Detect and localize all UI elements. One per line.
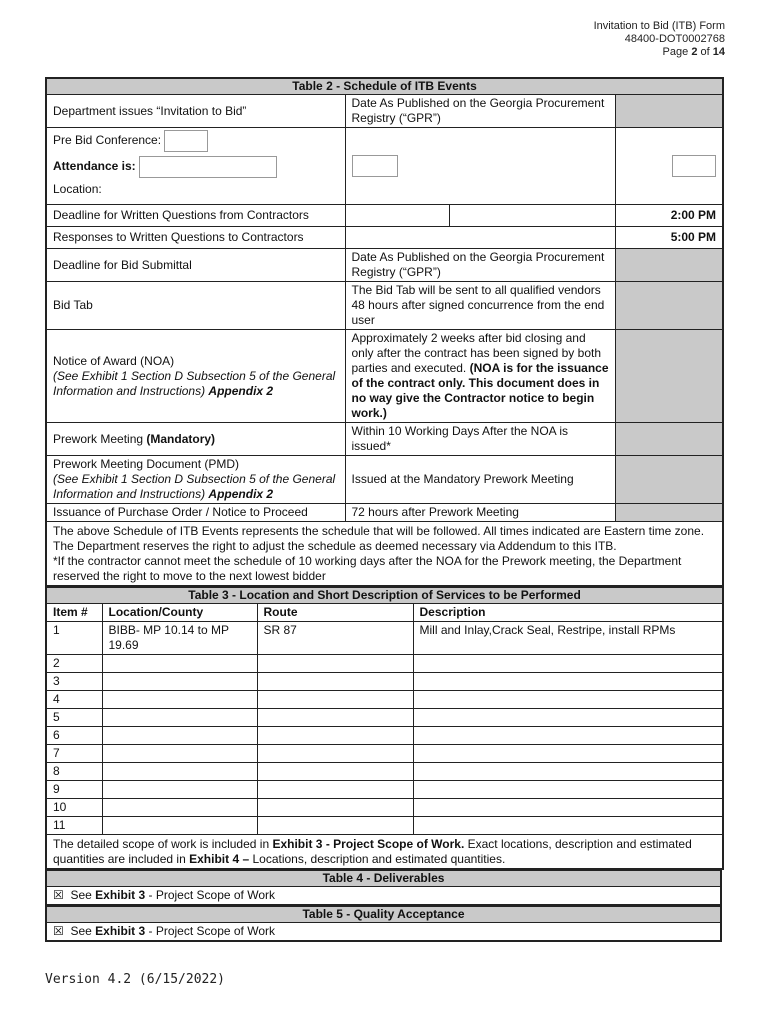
column-header: Item # <box>46 604 102 622</box>
exhibit-ref: Exhibit 3 - Project Scope of Work. <box>272 837 465 851</box>
attendance-label: Attendance is: <box>53 159 136 174</box>
event-label: Department issues “Invitation to Bid” <box>46 95 345 128</box>
locations-table-title: Table 3 - Location and Short Description of Services to be Performed <box>46 588 723 604</box>
quality-table-title: Table 5 - Quality Acceptance <box>46 907 721 923</box>
location-county[interactable] <box>102 727 257 745</box>
prebid-time-field[interactable] <box>352 155 398 177</box>
appendix-ref: Appendix 2 <box>208 487 274 501</box>
event-label: Bid Tab <box>46 282 345 330</box>
exhibit-ref: Exhibit 3 <box>95 924 146 938</box>
event-date: Issued at the Mandatory Prework Meeting <box>345 456 615 504</box>
deliverables-table <box>45 870 722 906</box>
description[interactable] <box>413 781 723 799</box>
location-county[interactable] <box>102 799 257 817</box>
form-number: 48400-DOT0002768 <box>624 33 725 45</box>
table-row <box>46 781 723 799</box>
event-date-cell <box>615 504 723 522</box>
prebid-date-field[interactable] <box>164 130 208 152</box>
item-number: 5 <box>46 709 102 727</box>
location-county[interactable] <box>102 781 257 799</box>
route[interactable] <box>257 817 413 835</box>
responses-date-cell[interactable] <box>345 227 615 249</box>
locations-table <box>45 587 724 870</box>
item-number: 9 <box>46 781 102 799</box>
route[interactable] <box>257 727 413 745</box>
route[interactable] <box>257 673 413 691</box>
item-number: 7 <box>46 745 102 763</box>
event-date: Within 10 Working Days After the NOA is issued* <box>345 423 615 456</box>
location-county[interactable] <box>102 817 257 835</box>
table-row <box>46 727 723 745</box>
item-number: 10 <box>46 799 102 817</box>
item-number: 11 <box>46 817 102 835</box>
location-county: BIBB- MP 10.14 to MP 19.69 <box>102 622 257 655</box>
location-county[interactable] <box>102 691 257 709</box>
event-label: Responses to Written Questions to Contractors <box>46 227 345 249</box>
table-row <box>46 691 723 709</box>
event-label: Notice of Award (NOA) <box>53 353 175 368</box>
version-footer: Version 4.2 (6/15/2022) <box>45 972 226 987</box>
attendance-field[interactable] <box>139 156 277 178</box>
location-county[interactable] <box>102 709 257 727</box>
description: Mill and Inlay,Crack Seal, Restripe, install RPMs <box>413 622 723 655</box>
item-number: 8 <box>46 763 102 781</box>
schedule-note-asterisk: *If the contractor cannot meet the schedule of 10 working days after the NOA for the Prework meeting, the Department reserved the right to move to the next lowest bidder <box>53 554 682 583</box>
location-county[interactable] <box>102 745 257 763</box>
column-header: Description <box>413 604 723 622</box>
item-number: 2 <box>46 655 102 673</box>
route: SR 87 <box>257 622 413 655</box>
table-row <box>46 655 723 673</box>
questions-date-cell-2[interactable] <box>449 205 615 227</box>
item-number: 3 <box>46 673 102 691</box>
event-date-cell <box>615 249 723 282</box>
item-number: 4 <box>46 691 102 709</box>
route[interactable] <box>257 763 413 781</box>
route[interactable] <box>257 799 413 817</box>
description[interactable] <box>413 763 723 781</box>
location-county[interactable] <box>102 655 257 673</box>
column-header: Location/County <box>102 604 257 622</box>
event-ref: (See Exhibit 1 Section D Subsection 5 of the General Information and Instructions) <box>53 368 336 398</box>
event-date-cell <box>615 282 723 330</box>
event-time: 2:00 PM <box>615 205 723 227</box>
table-row <box>46 799 723 817</box>
event-label: Prework Meeting Document (PMD) <box>53 457 240 471</box>
form-title: Invitation to Bid (ITB) Form <box>593 20 725 32</box>
route[interactable] <box>257 709 413 727</box>
location-county[interactable] <box>102 673 257 691</box>
schedule-table-title: Table 2 - Schedule of ITB Events <box>46 78 723 95</box>
description[interactable] <box>413 709 723 727</box>
table-row <box>46 673 723 691</box>
description[interactable] <box>413 799 723 817</box>
table-row <box>46 817 723 835</box>
deliverables-row: ☒ See Exhibit 3 - Project Scope of Work <box>46 887 721 906</box>
table-row <box>46 709 723 727</box>
route[interactable] <box>257 655 413 673</box>
prebid-extra-cell <box>615 128 723 205</box>
scope-note: The detailed scope of work is included in Exhibit 3 - Project Scope of Work. Exact locations, description and estimated quantities are included in Exhibit 4 – Locations, description and estimated quantities. <box>46 835 723 870</box>
event-label: Prework Meeting <box>53 431 144 446</box>
location-county[interactable] <box>102 763 257 781</box>
table-row <box>46 745 723 763</box>
event-label: Deadline for Written Questions from Contractors <box>46 205 345 227</box>
prebid-extra-field[interactable] <box>672 155 716 177</box>
schedule-table <box>45 77 724 587</box>
event-date-cell <box>615 423 723 456</box>
noa-cell <box>46 330 345 423</box>
description[interactable] <box>413 655 723 673</box>
event-date-cell <box>615 95 723 128</box>
event-label: Deadline for Bid Submittal <box>46 249 345 282</box>
item-number: 1 <box>46 622 102 655</box>
page-header <box>594 20 725 59</box>
event-time: 5:00 PM <box>615 227 723 249</box>
description[interactable] <box>413 673 723 691</box>
table-row <box>46 622 723 655</box>
pmd-cell <box>46 456 345 504</box>
description[interactable] <box>413 727 723 745</box>
prework-cell <box>46 423 345 456</box>
location-label: Location: <box>53 182 102 196</box>
event-date-cell <box>615 330 723 423</box>
event-date: Date As Published on the Georgia Procurement Registry (“GPR”) <box>345 95 615 128</box>
event-ref: (See Exhibit 1 Section D Subsection 5 of the General Information and Instructions) <box>53 472 336 501</box>
event-date: Date As Published on the Georgia Procurement Registry (“GPR”) <box>345 249 615 282</box>
route[interactable] <box>257 781 413 799</box>
prebid-label: Pre Bid Conference: <box>53 133 162 148</box>
column-header: Route <box>257 604 413 622</box>
event-date-note: (NOA is for the issuance of the contract only. This document does in no way give the Contractor notice to begin work.) <box>351 361 609 420</box>
exhibit-ref: Exhibit 4 – <box>189 852 250 866</box>
deliverables-table-title: Table 4 - Deliverables <box>46 871 721 887</box>
item-number: 6 <box>46 727 102 745</box>
quality-table <box>45 906 722 942</box>
appendix-ref: Appendix 2 <box>208 383 274 398</box>
table-row <box>46 763 723 781</box>
description[interactable] <box>413 745 723 763</box>
questions-date-cell[interactable] <box>345 205 449 227</box>
description[interactable] <box>413 691 723 709</box>
prebid-time-cell <box>345 128 615 205</box>
form-body <box>45 77 722 942</box>
schedule-note <box>46 522 723 587</box>
mandatory-label: (Mandatory) <box>146 431 216 446</box>
event-date-cell <box>615 456 723 504</box>
prebid-cell <box>46 128 345 205</box>
event-date: The Bid Tab will be sent to all qualified vendors 48 hours after signed concurrence from the end user <box>345 282 615 330</box>
schedule-note-main: The above Schedule of ITB Events represents the schedule that will be followed. All times indicated are Eastern time zone. The Department reserves the right to adjust the schedule as deemed necessary via Addendum to this ITB. <box>53 524 705 553</box>
event-date: Approximately 2 weeks after bid closing and only after the contract has been signed by both parties and executed. <box>351 331 601 375</box>
checkbox-checked-icon[interactable]: ☒ <box>53 888 64 902</box>
route[interactable] <box>257 745 413 763</box>
event-label: Issuance of Purchase Order / Notice to Proceed <box>46 504 345 522</box>
event-date: 72 hours after Prework Meeting <box>345 504 615 522</box>
noa-date-cell <box>345 330 615 423</box>
quality-row: ☒ See Exhibit 3 - Project Scope of Work <box>46 923 721 942</box>
route[interactable] <box>257 691 413 709</box>
description[interactable] <box>413 817 723 835</box>
exhibit-ref: Exhibit 3 <box>95 888 146 902</box>
page-indicator: Page 2 of 14 <box>662 46 725 58</box>
checkbox-checked-icon[interactable]: ☒ <box>53 924 64 938</box>
